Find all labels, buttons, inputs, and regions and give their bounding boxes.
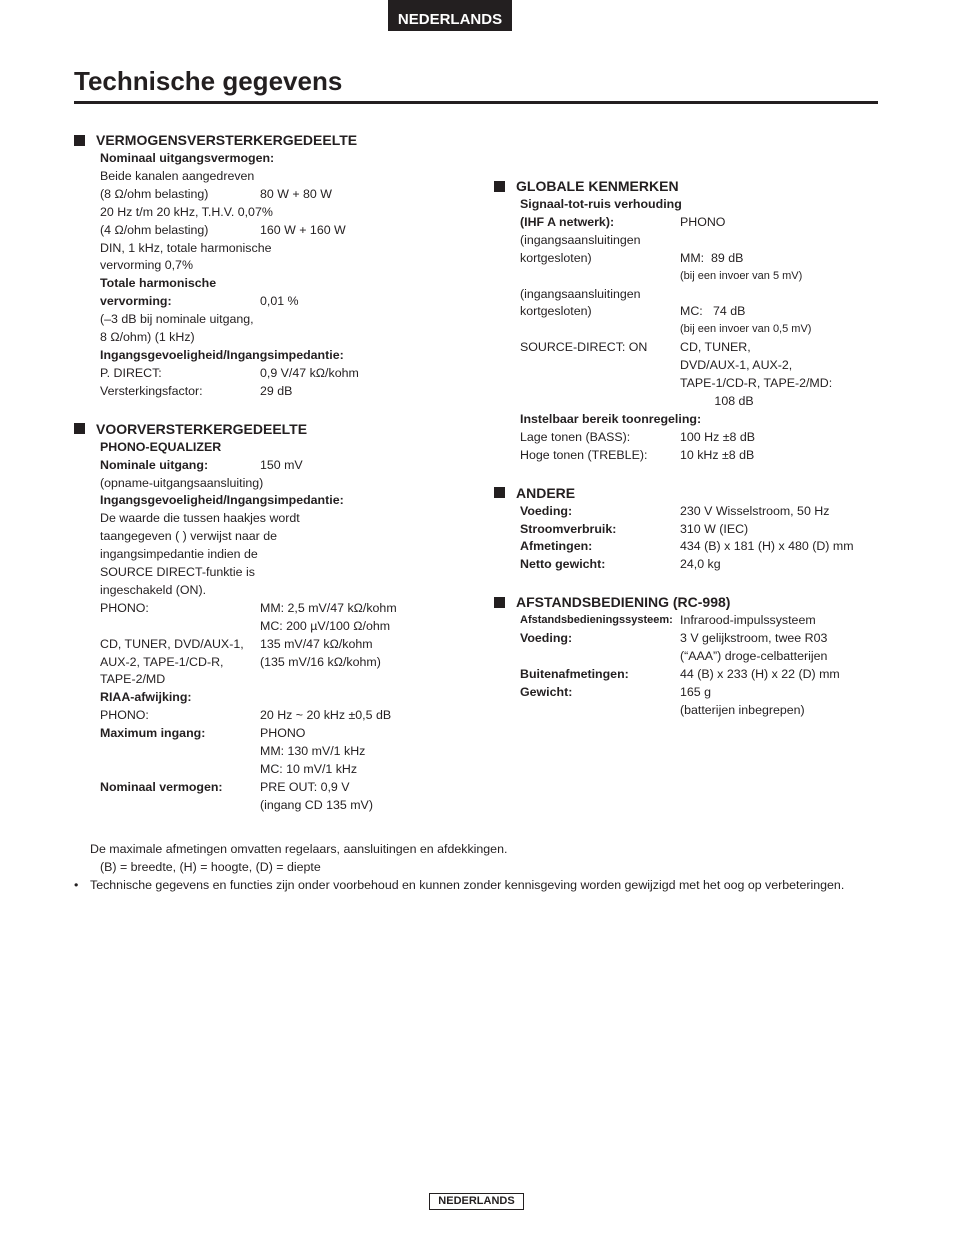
spec-row [100, 222, 414, 240]
spec-label [100, 743, 260, 761]
spec-label: Lage tonen (BASS): [520, 429, 631, 444]
spec-list-other [494, 503, 894, 575]
section-header-other [494, 483, 894, 503]
spec-row [520, 429, 894, 447]
spec-label: Voeding: [520, 503, 573, 518]
spec-label: kortgesloten) [520, 250, 592, 265]
section-title: VOORVERSTERKERGEDEELTE [96, 420, 308, 437]
spec-row [520, 375, 894, 393]
spec-label: Signaal-tot-ruis verhouding [520, 197, 682, 211]
spec-label: taangegeven ( ) verwijst naar de [100, 529, 278, 544]
spec-row [100, 365, 414, 383]
spec-row [100, 492, 414, 510]
spec-list-global [494, 196, 894, 465]
spec-row [100, 725, 414, 743]
spec-label: (ingangsaansluitingen [520, 232, 641, 247]
spec-label: DIN, 1 kHz, totale harmonische [100, 240, 272, 255]
section-title: GLOBALE KENMERKEN [516, 178, 679, 194]
right-column [494, 176, 894, 720]
spec-label [520, 375, 680, 393]
spec-row [520, 286, 894, 304]
spec-list-remote [494, 612, 894, 719]
section-header-pre-amp [74, 419, 414, 439]
spec-label: PHONO-EQUALIZER [100, 439, 222, 454]
spec-label [520, 357, 680, 375]
spec-row [100, 293, 414, 311]
spec-label: Afmetingen: [520, 539, 593, 554]
spec-label: (4 Ω/ohm belasting) [100, 222, 209, 237]
spec-label: Buitenafmetingen: [520, 666, 629, 681]
spec-label [100, 761, 260, 779]
spec-row [100, 150, 414, 168]
spec-value: 0,01 % [260, 294, 299, 309]
spec-label [100, 797, 260, 815]
spec-label: RIAA-afwijking: [100, 690, 192, 705]
spec-label: Ingangsgevoeligheid/Ingangsimpedantie: [100, 347, 344, 362]
spec-row [520, 214, 894, 232]
spec-label: Hoge tonen (TREBLE): [520, 447, 648, 462]
spec-row [520, 702, 894, 720]
square-bullet-icon [494, 487, 505, 498]
spec-row [100, 475, 414, 493]
spec-row [100, 329, 414, 347]
spec-row [100, 779, 414, 797]
spec-label: Afstandsbedieningssysteem: [520, 614, 673, 627]
spec-value: MC: 74 dB [680, 304, 746, 319]
section-header-global [494, 176, 894, 196]
spec-value: MM: 130 mV/1 kHz [260, 744, 366, 759]
spec-label: (IHF A netwerk): [520, 214, 615, 229]
spec-row [100, 457, 414, 475]
spec-row [520, 648, 894, 666]
spec-label: Netto gewicht: [520, 557, 606, 572]
spec-value: 10 kHz ±8 dB [680, 447, 755, 462]
square-bullet-icon [494, 181, 505, 192]
bullet-icon: • [74, 878, 79, 892]
footnote-disclaimer [74, 876, 879, 894]
spec-label [520, 702, 680, 720]
spec-value: 24,0 kg [680, 557, 721, 572]
section-header-power-amp [74, 130, 414, 150]
spec-value: PHONO [260, 726, 306, 741]
spec-row [100, 186, 414, 204]
square-bullet-icon [494, 597, 505, 608]
spec-label: Ingangsgevoeligheid/Ingangsimpedantie: [100, 493, 344, 508]
title-divider [74, 101, 878, 104]
spec-row [520, 393, 894, 411]
spec-value: MM: 2,5 mV/47 kΩ/kohm [260, 600, 397, 615]
spec-label: De waarde die tussen haakjes wordt [100, 511, 300, 526]
spec-row [100, 582, 414, 600]
spec-label: SOURCE DIRECT-funktie is [100, 565, 255, 580]
spec-row [100, 439, 414, 457]
spec-label: Stroomverbruik: [520, 521, 617, 536]
spec-label: ingangsimpedantie indien de [100, 547, 258, 562]
disclaimer-text: Technische gegevens en functies zijn onder voorbehoud en kunnen zonder kennisgeving worden gewijzigd met het oog op verbeteringen. [90, 878, 845, 892]
spec-row [100, 347, 414, 365]
spec-label: vervorming 0,7% [100, 258, 193, 273]
spec-value: MM: 89 dB [680, 250, 744, 265]
section-title: AFSTANDSBEDIENING (RC-998) [516, 594, 731, 611]
footer-language-box: NEDERLANDS [429, 1193, 524, 1210]
spec-value: (bij een invoer van 0,5 mV) [680, 323, 812, 336]
spec-value: 29 dB [260, 383, 293, 398]
spec-value: 44 (B) x 233 (H) x 22 (D) mm [680, 666, 840, 681]
spec-row [100, 510, 414, 528]
spec-row [520, 232, 894, 250]
spec-row [100, 311, 414, 329]
spec-value: PRE OUT: 0,9 V [260, 779, 350, 794]
spec-label: Beide kanalen aangedreven [100, 168, 255, 183]
spec-label: (8 Ω/ohm belasting) [100, 186, 209, 201]
spec-value: 20 Hz ~ 20 kHz ±0,5 dB [260, 708, 392, 723]
spec-row [520, 268, 894, 286]
spec-row [100, 743, 414, 761]
spec-label: kortgesloten) [520, 304, 592, 319]
spec-value: 80 W + 80 W [260, 186, 332, 201]
spec-row [100, 257, 414, 275]
spec-row [520, 447, 894, 465]
spec-label: TAPE-2/MD [100, 672, 166, 687]
footnote-dimensions: De maximale afmetingen omvatten regelaars, aansluitingen en afdekkingen. [90, 842, 508, 856]
spec-label: (–3 dB bij nominale uitgang, [100, 312, 254, 327]
spec-row [100, 240, 414, 258]
spec-label: PHONO: [100, 600, 149, 615]
spec-row [100, 546, 414, 564]
spec-label: P. DIRECT: [100, 365, 162, 380]
spec-value: PHONO [680, 214, 726, 229]
spec-label: CD, TUNER, DVD/AUX-1, [100, 636, 244, 651]
spec-value: MC: 10 mV/1 kHz [260, 762, 358, 776]
spec-value: 150 mV [260, 457, 303, 472]
spec-value: 165 g [680, 684, 712, 699]
spec-label: Maximum ingang: [100, 726, 206, 741]
spec-label: Nominaal uitgangsvermogen: [100, 151, 275, 165]
page-title: Technische gegevens [74, 66, 343, 96]
spec-row [520, 303, 894, 321]
spec-list-power-amp [74, 150, 414, 401]
spec-label [520, 648, 680, 666]
spec-label: 20 Hz t/m 20 kHz, T.H.V. 0,07% [100, 204, 273, 219]
spec-row [100, 383, 414, 401]
spec-label: Versterkingsfactor: [100, 383, 203, 398]
spec-value: TAPE-1/CD-R, TAPE-2/MD: [680, 376, 833, 391]
spec-value: 100 Hz ±8 dB [680, 429, 755, 444]
spec-label [520, 321, 680, 339]
spec-label: ingeschakeld (ON). [100, 582, 207, 597]
spec-label: SOURCE-DIRECT: ON [520, 340, 648, 355]
spec-row [100, 761, 414, 779]
spec-label: Voeding: [520, 631, 573, 646]
spec-value: (batterijen inbegrepen) [680, 702, 805, 717]
spec-row [520, 521, 894, 539]
spec-label [520, 393, 680, 411]
spec-row [100, 671, 414, 689]
spec-value: CD, TUNER, [680, 340, 751, 355]
spec-value: (135 mV/16 kΩ/kohm) [260, 654, 381, 669]
spec-row [100, 600, 414, 618]
spec-row [100, 618, 414, 636]
spec-label: PHONO: [100, 708, 149, 723]
spec-row [100, 654, 414, 672]
spec-row [100, 797, 414, 815]
spec-label: AUX-2, TAPE-1/CD-R, [100, 654, 224, 669]
spec-row [520, 503, 894, 521]
spec-label: vervorming: [100, 294, 172, 309]
spec-row [520, 321, 894, 339]
spec-row [520, 357, 894, 375]
spec-list-pre-amp [74, 439, 414, 815]
spec-label [520, 268, 680, 286]
spec-value: Infrarood-impulssysteem [680, 613, 816, 628]
spec-label: Gewicht: [520, 684, 573, 699]
spec-row [520, 630, 894, 648]
spec-row [100, 707, 414, 725]
spec-row [100, 636, 414, 654]
spec-value: 108 dB [680, 393, 754, 408]
spec-label: Nominaal vermogen: [100, 779, 223, 794]
spec-label: Instelbaar bereik toonregeling: [520, 411, 702, 426]
spec-value: 160 W + 160 W [260, 222, 346, 237]
spec-row [520, 666, 894, 684]
footnote-legend: (B) = breedte, (H) = hoogte, (D) = diepte [100, 860, 321, 874]
spec-row [100, 564, 414, 582]
spec-label: (opname-uitgangsaansluiting) [100, 475, 264, 490]
spec-row [100, 204, 414, 222]
spec-value: 0,9 V/47 kΩ/kohm [260, 365, 359, 380]
spec-row [520, 556, 894, 574]
spec-row [520, 250, 894, 268]
spec-row [100, 275, 414, 293]
spec-row [520, 339, 894, 357]
spec-label: 8 Ω/ohm) (1 kHz) [100, 330, 195, 345]
section-title: ANDERE [516, 484, 576, 501]
spec-row [520, 538, 894, 556]
spec-value: 434 (B) x 181 (H) x 480 (D) mm [680, 539, 854, 554]
footnotes [74, 840, 879, 894]
spec-label: (ingangsaansluitingen [520, 286, 641, 301]
spec-value: DVD/AUX-1, AUX-2, [680, 358, 793, 373]
spec-row [520, 411, 894, 429]
language-tab: NEDERLANDS [388, 0, 512, 31]
spec-row [100, 689, 414, 707]
spec-value: (“AAA”) droge-celbatterijen [680, 649, 828, 664]
spec-value: (bij een invoer van 5 mV) [680, 269, 803, 282]
square-bullet-icon [74, 423, 85, 434]
spec-label: Totale harmonische [100, 276, 217, 291]
spec-row [520, 684, 894, 702]
spec-row [520, 612, 894, 630]
spec-value: 230 V Wisselstroom, 50 Hz [680, 503, 830, 518]
section-title: VERMOGENSVERSTERKERGEDEELTE [96, 132, 358, 148]
spec-value: MC: 200 µV/100 Ω/ohm [260, 618, 391, 633]
spec-row [520, 196, 894, 214]
spec-label [100, 618, 260, 636]
spec-row [100, 168, 414, 186]
spec-row [100, 528, 414, 546]
spec-value: 310 W (IEC) [680, 521, 749, 536]
spec-value: 3 V gelijkstroom, twee R03 [680, 631, 828, 646]
spec-label: Nominale uitgang: [100, 457, 209, 472]
spec-value: 135 mV/47 kΩ/kohm [260, 636, 373, 651]
square-bullet-icon [74, 135, 85, 146]
left-column [74, 130, 414, 815]
spec-value: (ingang CD 135 mV) [260, 797, 373, 812]
section-header-remote [494, 592, 894, 612]
